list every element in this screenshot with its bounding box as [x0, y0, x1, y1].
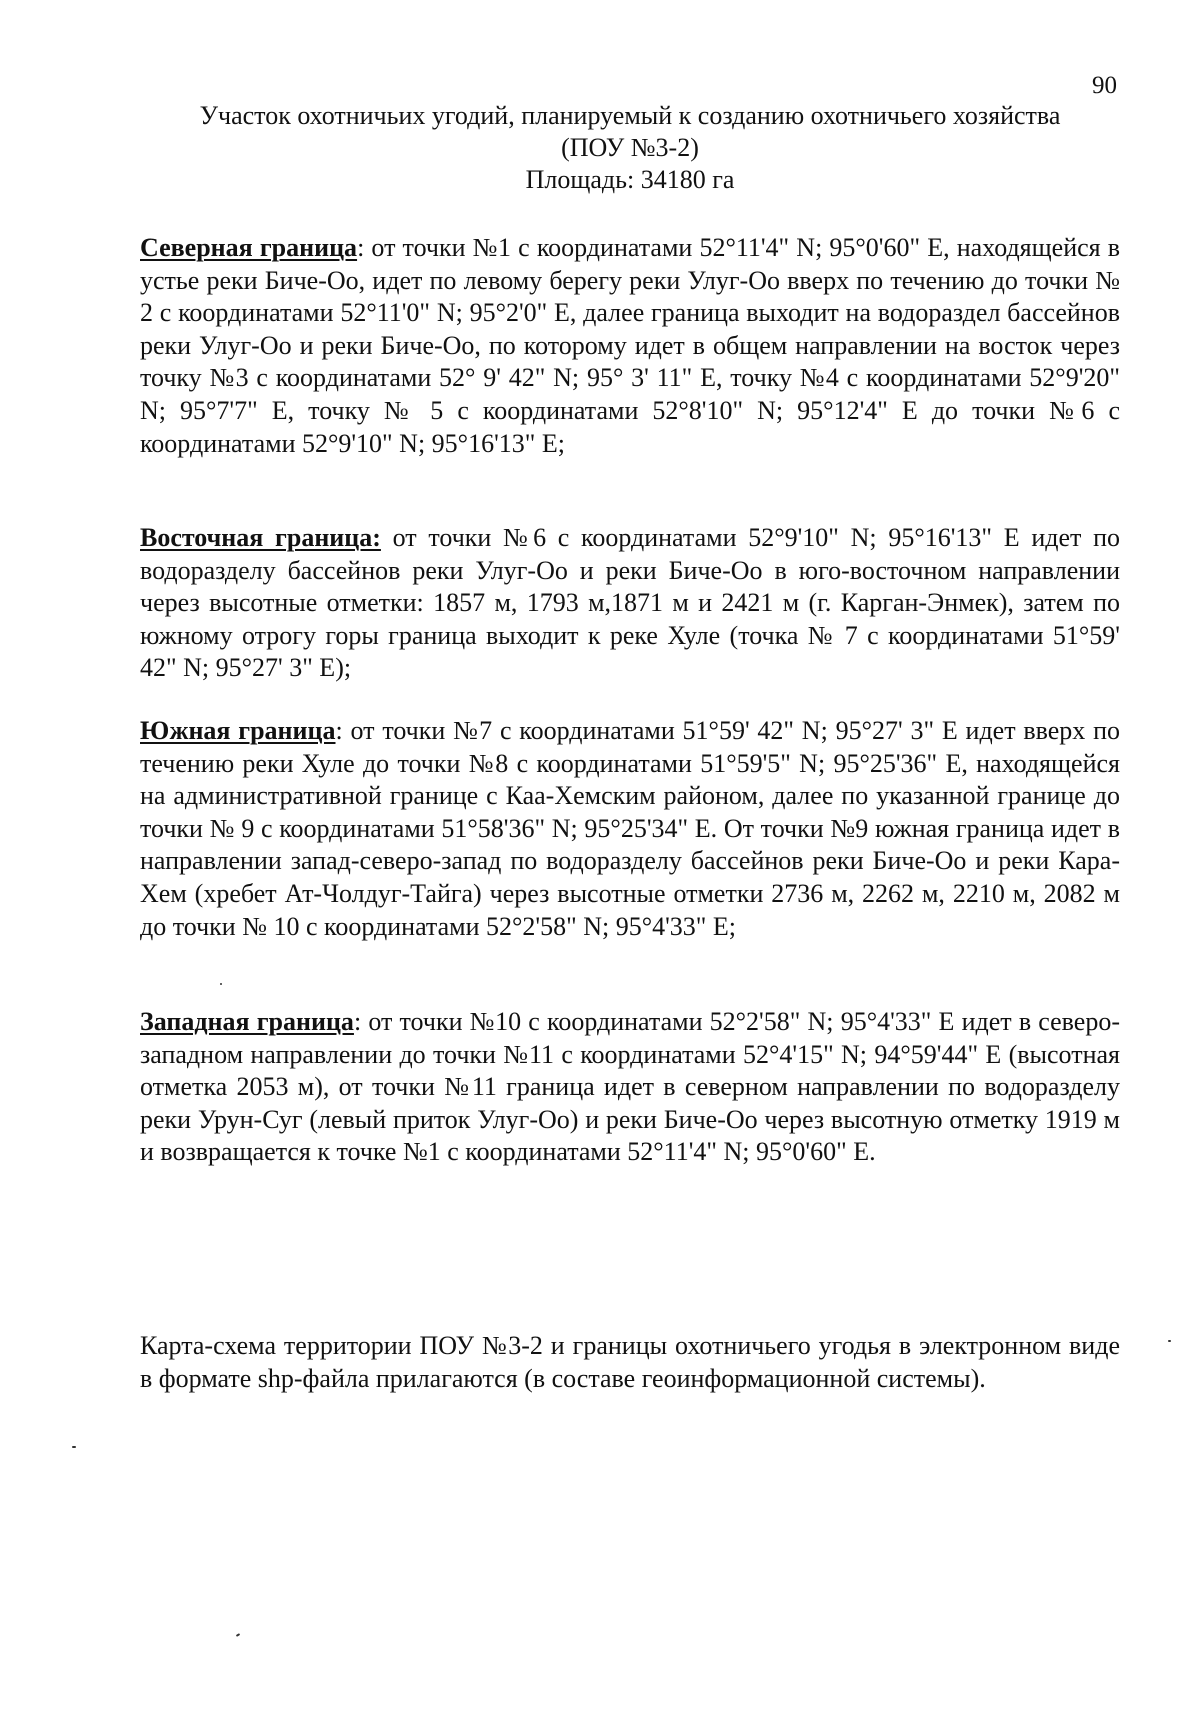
north-boundary-text: : от точки №1 с координатами 52°11'4" N; 95°0'60" E, находящейся в устье реки Биче-Оо, идет по левому берегу реки Улуг-Оо вверх по течению до точки № 2 с координатами 52°11'0" N; 95°2'0" E, далее граница выходит на водораздел бассейнов реки Улуг-Оо и реки Биче-Оо, по которому идет в общем направлении на восток через точку №3 с координатами 52° 9' 42" N; 95° 3' 11" E, точку №4 с координатами 52°9'20" N; 95°7'7" E, точку № 5 с координатами 52°8'10" N; 95°12'4" E до точки №6 с координатами 52°9'10" N; 95°16'13" E; — [140, 233, 1121, 458]
north-boundary-paragraph — [140, 232, 1120, 460]
east-boundary-paragraph — [140, 522, 1120, 685]
north-boundary-heading: Северная граница — [140, 233, 358, 262]
east-boundary-heading: Восточная граница: — [140, 523, 381, 552]
title-line-1: Участок охотничьих угодий, планируемый к созданию охотничьего хозяйства — [199, 101, 1061, 130]
west-boundary-paragraph — [140, 1006, 1120, 1169]
west-boundary-text: : от точки №10 с координатами 52°2'58" N; 95°4'33" E идет в северо-западном направлении до точки №11 с координатами 52°4'15" N; 94°59'44" E (высотная отметка 2053 м), от точки №11 граница идет в северном направлении по водоразделу реки Урун-Суг (левый приток Улуг-Оо) и реки Биче-Оо через высотную отметку 1919 м и возвращается к точке №1 с координатами 52°11'4" N; 95°0'60" E. — [140, 1007, 1120, 1167]
west-boundary-heading: Западная граница — [140, 1007, 354, 1036]
map-note: Карта-схема территории ПОУ №3-2 и границы охотничьего угодья в электронном виде в формате shp-файла прилагаются (в составе геоинформационной системы). — [140, 1331, 1120, 1393]
document-title — [140, 100, 1120, 196]
scan-speck — [72, 1446, 76, 1448]
title-line-2: (ПОУ №3-2) — [561, 133, 699, 162]
page-number: 90 — [1092, 72, 1117, 99]
south-boundary-text: : от точки №7 с координатами 51°59' 42" N; 95°27' 3" E идет вверх по течению реки Хуле до точки №8 с координатами 51°59'5" N; 95°25'36" E, находящейся на административной границе с Каа-Хемским районом, далее по указанной границе до точки № 9 с координатами 51°58'36" N; 95°25'34" E. От точки №9 южная граница идет в направлении запад-северо-запад по водоразделу бассейнов реки Биче-Оо и реки Кара-Хем (хребет Ат-Чолдуг-Тайга) через высотные отметки 2736 м, 2262 м, 2210 м, 2082 м до точки № 10 с координатами 52°2'58" N; 95°4'33" E; — [140, 716, 1121, 941]
south-boundary-paragraph — [140, 715, 1120, 943]
east-boundary-text: от точки №6 с координатами 52°9'10" N; 95°16'13" E идет по водоразделу бассейнов реки Улуг-Оо и реки Биче-Оо в юго-восточном направлении через высотные отметки: 1857 м, 1793 м,1871 м и 2421 м (г. Карган-Энмек), затем по южному отрогу горы граница выходит к реке Хуле (точка № 7 с координатами 51°59' 42" N; 95°27' 3" E); — [140, 523, 1121, 683]
scan-speck — [236, 1633, 240, 1637]
title-line-3: Площадь: 34180 га — [525, 165, 735, 194]
scan-speck — [1168, 1340, 1171, 1342]
scan-speck — [220, 983, 222, 985]
south-boundary-heading: Южная граница — [140, 716, 336, 745]
